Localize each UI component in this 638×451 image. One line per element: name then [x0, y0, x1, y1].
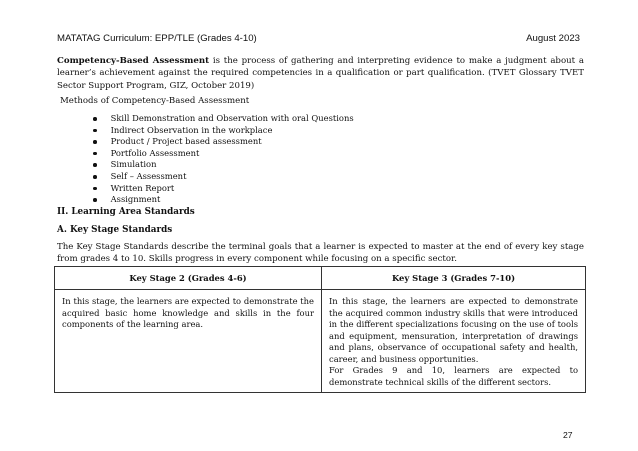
table-header-ks2: Key Stage 2 (Grades 4-6)	[55, 267, 322, 290]
bullet-icon	[93, 175, 97, 179]
list-item: Written Report	[93, 183, 354, 195]
cba-definition-text: is the process of gathering and interpreting evidence to make a judgment about a learner’s achievement against the required competencies in a qualification or part qualification. (TVET Glossary TVET Sector Support Program, GIZ, October 2019)	[57, 56, 584, 91]
table-row	[55, 290, 586, 393]
list-item: Assignment	[93, 194, 354, 206]
ks3-paragraph-1: In this stage, the learners are expected to demonstrate the acquired common industry skills that were introduced in the different specializations focusing on the use of tools and equipment, mensuration, interpretation of drawings and plans, observance of occupational safety and health, career, and business opportunities.	[329, 296, 578, 364]
methods-list	[93, 113, 354, 206]
header-date: August 2023	[526, 33, 580, 44]
methods-title: Methods of Competency-Based Assessment	[60, 96, 250, 106]
bullet-icon	[93, 152, 97, 156]
list-item: Self – Assessment	[93, 171, 354, 183]
key-stage-table	[54, 266, 586, 393]
list-item: Simulation	[93, 159, 354, 171]
ks3-paragraph-2: For Grades 9 and 10, learners are expected to demonstrate technical skills of the different sectors.	[329, 365, 578, 387]
list-item: Product / Project based assessment	[93, 136, 354, 148]
page-header	[57, 33, 580, 44]
table-header-ks3: Key Stage 3 (Grades 7-10)	[322, 267, 586, 290]
cba-definition-paragraph	[57, 55, 584, 92]
bullet-icon	[93, 198, 97, 202]
list-item: Skill Demonstration and Observation with oral Questions	[93, 113, 354, 125]
cba-term: Competency-Based Assessment	[57, 56, 210, 66]
key-stage-intro: The Key Stage Standards describe the terminal goals that a learner is expected to master at the end of every key stage from grades 4 to 10. Skills progress in every component while focusing on a specific sector.	[57, 242, 584, 265]
page-number: 27	[563, 430, 573, 440]
header-title: MATATAG Curriculum: EPP/TLE (Grades 4-10)	[57, 33, 257, 44]
list-item: Indirect Observation in the workplace	[93, 125, 354, 137]
bullet-icon	[93, 163, 97, 167]
bullet-icon	[93, 187, 97, 191]
table-header-row	[55, 267, 586, 290]
subsection-heading: A. Key Stage Standards	[57, 225, 173, 235]
section-heading: II. Learning Area Standards	[57, 207, 195, 217]
bullet-icon	[93, 129, 97, 133]
bullet-icon	[93, 117, 97, 121]
table-cell-ks3	[322, 290, 586, 393]
bullet-icon	[93, 140, 97, 144]
list-item: Portfolio Assessment	[93, 148, 354, 160]
table-cell-ks2: In this stage, the learners are expected to demonstrate the acquired basic home knowledge and skills in the four components of the learning area.	[55, 290, 322, 393]
